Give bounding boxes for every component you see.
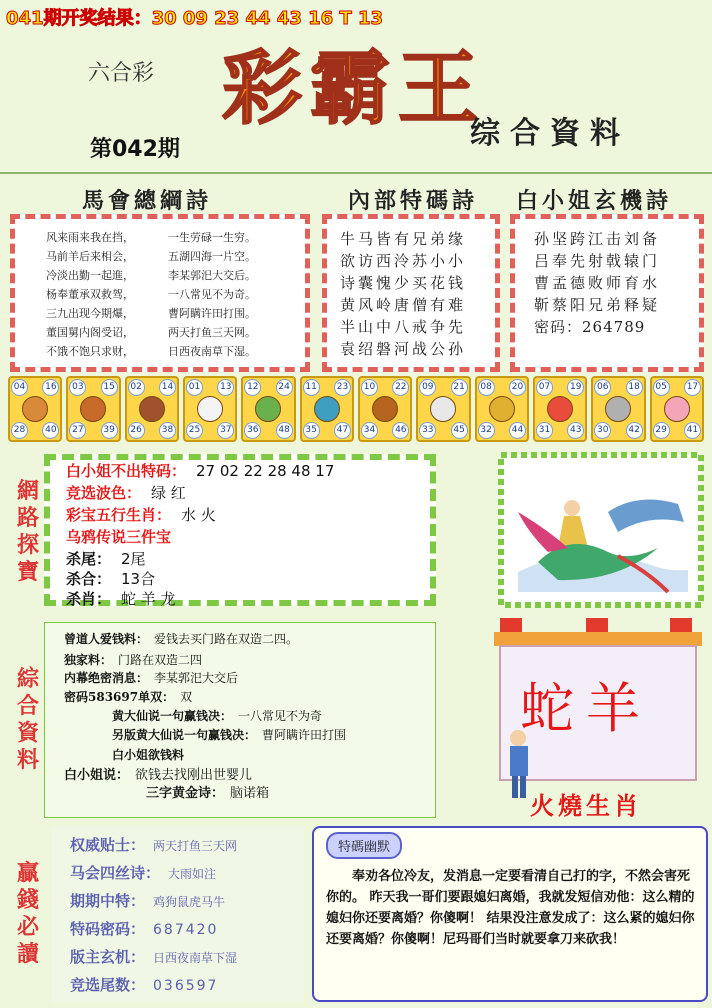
must-win-row-label: 竞选尾数： (70, 976, 146, 994)
network-row (66, 482, 186, 503)
comprehensive-row (146, 782, 269, 801)
network-row-label: 乌鸦传说三件宝 (66, 528, 172, 546)
must-win-side-title (14, 860, 42, 968)
poem-line: 冷淡出勤一起進， (46, 269, 134, 282)
comprehensive-row (112, 726, 346, 743)
zodiac-number: 27 (69, 422, 86, 439)
side-char: 網 (16, 478, 39, 504)
zodiac-animal-icon (314, 396, 340, 422)
network-row (66, 568, 155, 589)
side-char: 合 (16, 693, 39, 719)
last-draw-result: 041期开奖结果：30 09 23 44 43 16 T 13 (6, 8, 384, 29)
zodiac-number: 04 (11, 379, 28, 396)
zodiac-number: 07 (536, 379, 553, 396)
must-win-row (70, 946, 237, 967)
must-win-row (70, 862, 216, 883)
must-win-row-label: 特码密码： (70, 920, 146, 938)
miss-code (534, 316, 660, 338)
network-row (66, 588, 176, 609)
zodiac-number: 45 (451, 422, 468, 439)
zodiac-number: 46 (392, 422, 409, 439)
zodiac-card (650, 376, 704, 442)
zodiac-animal-icon (605, 396, 631, 422)
network-row-value: 水 火 (181, 506, 216, 524)
phoenix-picture (498, 452, 704, 608)
joke-text: 奉劝各位冷友，发消息一定要看清自己打的字，不然会害死你的。 昨天我一哥们要跟媳妇离婚，我就发短信劝他：这么精的媳妇你还要离婚？你傻啊！ 结果没注意发成了：这么紧的媳妇你还要离婚？你傻啊！尼玛哥们当时就要拿刀来砍我！ (326, 869, 695, 947)
miss-poem-heading: 白小姐玄機詩 (516, 188, 673, 214)
zodiac-animal-icon (22, 396, 48, 422)
comprehensive-side-title (14, 666, 42, 774)
zodiac-number: 10 (361, 379, 378, 396)
network-row (66, 504, 216, 525)
zodiac-number: 26 (128, 422, 145, 439)
logo-title: 彩霸王 (222, 41, 486, 135)
poem-line: 三九出现今期爆， (46, 307, 134, 320)
poem-line: 一八常见不为奇。 (168, 288, 256, 301)
poem-line: 日西夜南草下湿。 (168, 345, 256, 358)
poem-line: 孙坚跨江击刘备 (534, 230, 661, 248)
zodiac-number: 30 (594, 422, 611, 439)
comprehensive-row-value: 门路在双造二四 (118, 653, 203, 667)
network-row-value: 2尾 (121, 550, 146, 568)
comprehensive-row-label: 密码583697单双： (64, 690, 175, 704)
zodiac-animal-icon (255, 396, 281, 422)
zodiac-card (241, 376, 295, 442)
zodiac-animal-icon (372, 396, 398, 422)
must-win-row-label: 权威贴士： (70, 836, 146, 854)
zodiac-number: 12 (244, 379, 261, 396)
zodiac-card (416, 376, 470, 442)
inner-code-heading: 內部特碼詩 (348, 188, 479, 214)
zodiac-number: 18 (626, 379, 643, 396)
header-divider (0, 172, 712, 174)
poem-line: 靳蔡阳兄弟释疑 (534, 296, 661, 314)
zodiac-card (533, 376, 587, 442)
zodiac-number: 25 (186, 422, 203, 439)
zodiac-number: 01 (186, 379, 203, 396)
comprehensive-row-value: 李某郭汜大交后 (154, 671, 239, 685)
comprehensive-row (64, 669, 238, 686)
poem-line: 风来雨来我在挡， (46, 231, 134, 244)
zodiac-number: 40 (42, 422, 59, 439)
zodiac-animal-icon (80, 396, 106, 422)
zodiac-number: 24 (276, 379, 293, 396)
comprehensive-row-label: 曾道人爱钱料： (64, 632, 149, 646)
zodiac-number: 11 (303, 379, 320, 396)
miss-code-label: 密码： (534, 318, 583, 336)
side-char: 探 (16, 532, 39, 558)
zodiac-number: 39 (101, 422, 118, 439)
poem-line: 董国舅内阁受诏， (46, 326, 134, 339)
comprehensive-row (64, 764, 252, 783)
comprehensive-row (64, 651, 202, 668)
issue-number: 第042期 (90, 137, 180, 162)
poem-line: 诗囊愧少买花钱 (340, 274, 467, 292)
zodiac-number: 23 (334, 379, 351, 396)
network-row (66, 526, 181, 547)
miss-code-value: 264789 (582, 318, 646, 336)
zodiac-number: 43 (567, 422, 584, 439)
zodiac-number: 34 (361, 422, 378, 439)
zodiac-number: 42 (626, 422, 643, 439)
side-char: 料 (16, 747, 39, 773)
poem-line: 不饿不饱只求财， (46, 345, 134, 358)
poem-line: 曹阿瞒许田打围。 (168, 307, 256, 320)
must-win-row-value: 两天打鱼三天网 (153, 839, 238, 853)
network-side-title (14, 478, 42, 586)
zodiac-number: 14 (159, 379, 176, 396)
poem-line: 五湖四海一片空。 (168, 250, 256, 263)
comprehensive-row-value: 一八常见不为奇 (238, 709, 323, 723)
network-row-label: 杀合： (66, 570, 112, 588)
zodiac-number: 31 (536, 422, 553, 439)
comprehensive-row-label: 白小姐说： (64, 768, 130, 783)
zodiac-number: 13 (217, 379, 234, 396)
network-row (66, 548, 146, 569)
comprehensive-row (64, 688, 192, 705)
zodiac-card (66, 376, 120, 442)
poem-line: 牛马皆有兄弟缘 (340, 230, 467, 248)
zodiac-card (125, 376, 179, 442)
zodiac-number: 44 (509, 422, 526, 439)
poem-line: 半山中八戒争先 (340, 318, 467, 336)
network-row-label: 白小姐不出特码： (66, 462, 187, 480)
zodiac-number: 05 (653, 379, 670, 396)
joke-title: 特碼幽默 (326, 832, 402, 859)
side-char: 寶 (16, 559, 39, 585)
comprehensive-row-label: 独家料： (64, 653, 113, 667)
poem-line: 欲访西泠苏小小 (340, 252, 467, 270)
must-win-row-label: 版主玄机： (70, 948, 146, 966)
comprehensive-row (112, 707, 322, 724)
comprehensive-row-label: 另版黄大仙说一句赢钱决： (112, 728, 257, 742)
zodiac-strip (8, 376, 704, 442)
zodiac-animal-icon (664, 396, 690, 422)
zodiac-card (183, 376, 237, 442)
comprehensive-row-value: 曹阿瞒许田打围 (262, 728, 347, 742)
zodiac-number: 08 (478, 379, 495, 396)
side-char: 贏 (16, 860, 39, 886)
comprehensive-row-label: 三字黄金诗： (146, 786, 225, 801)
zodiac-number: 32 (478, 422, 495, 439)
comprehensive-row-label: 白小姐欲钱料 (112, 748, 185, 762)
side-char: 綜 (16, 666, 39, 692)
zodiac-animal-icon (430, 396, 456, 422)
side-char: 必 (16, 914, 39, 940)
poem-line: 两天打鱼三天网。 (168, 326, 256, 339)
zodiac-number: 20 (509, 379, 526, 396)
inner-code-poem (340, 228, 466, 360)
zodiac-number: 33 (419, 422, 436, 439)
fire-zodiac-text: 蛇羊 (520, 677, 652, 740)
zodiac-number: 02 (128, 379, 145, 396)
side-char: 路 (16, 505, 39, 531)
zodiac-card (591, 376, 645, 442)
poem-line: 一生劳碌一生穷。 (168, 231, 256, 244)
network-row-value: 蛇 羊 龙 (121, 590, 176, 608)
zodiac-card (475, 376, 529, 442)
zodiac-number: 47 (334, 422, 351, 439)
must-win-row-value: 日西夜南草下湿 (153, 951, 238, 965)
network-row (66, 460, 334, 481)
network-row-value: 13合 (121, 570, 156, 588)
zodiac-number: 37 (217, 422, 234, 439)
must-win-row (70, 890, 225, 911)
zodiac-number: 28 (11, 422, 28, 439)
zodiac-number: 21 (451, 379, 468, 396)
comprehensive-row-label: 黄大仙说一句赢钱决： (112, 709, 233, 723)
network-row-label: 彩宝五行生肖： (66, 506, 172, 524)
network-row-label: 杀尾： (66, 550, 112, 568)
zodiac-card (8, 376, 62, 442)
zodiac-animal-icon (197, 396, 223, 422)
poem-line: 曹孟德败师育水 (534, 274, 661, 292)
horse-poem-left (46, 228, 134, 361)
zodiac-number: 15 (101, 379, 118, 396)
brand-name: 六合彩 (88, 61, 155, 86)
zodiac-number: 22 (392, 379, 409, 396)
poem-line: 杨奉董承双救驾， (46, 288, 134, 301)
zodiac-card (358, 376, 412, 442)
poem-line: 吕奉先射戟辕门 (534, 252, 661, 270)
zodiac-number: 38 (159, 422, 176, 439)
zodiac-number: 19 (567, 379, 584, 396)
zodiac-animal-icon (547, 396, 573, 422)
zodiac-card (300, 376, 354, 442)
network-row-value: 27 02 22 28 48 17 (196, 462, 335, 480)
must-win-row-label: 期期中特： (70, 892, 146, 910)
zodiac-animal-icon (489, 396, 515, 422)
must-win-row-label: 马会四丝诗： (70, 864, 161, 882)
zodiac-number: 17 (684, 379, 701, 396)
phoenix-illustration (498, 452, 704, 608)
miss-poem (534, 228, 660, 338)
zodiac-number: 16 (42, 379, 59, 396)
comprehensive-row-value: 双 (180, 690, 193, 704)
logo-subtitle: 综合資料 (470, 116, 630, 151)
zodiac-number: 03 (69, 379, 86, 396)
network-row-value: 绿 红 (151, 484, 186, 502)
horse-poem-heading: 馬會總綱詩 (82, 188, 213, 214)
must-win-row (70, 974, 218, 995)
zodiac-animal-icon (139, 396, 165, 422)
zodiac-number: 29 (653, 422, 670, 439)
network-row-label: 竞选波色： (66, 484, 142, 502)
zodiac-number: 48 (276, 422, 293, 439)
must-win-row-value: 036597 (153, 978, 219, 994)
zodiac-number: 09 (419, 379, 436, 396)
poem-line: 袁绍磐河战公孙 (340, 340, 467, 358)
zodiac-number: 36 (244, 422, 261, 439)
horse-poem-right (168, 228, 256, 361)
comprehensive-row-value: 欲钱去找刚出世婴儿 (135, 768, 253, 783)
side-char: 資 (16, 720, 39, 746)
zodiac-number: 06 (594, 379, 611, 396)
side-char: 錢 (16, 887, 39, 913)
must-win-row-value: 687420 (153, 922, 219, 938)
comprehensive-row-label: 内幕绝密消息： (64, 671, 149, 685)
zodiac-number: 41 (684, 422, 701, 439)
poem-line: 马前羊后来相会， (46, 250, 134, 263)
network-row-label: 杀肖： (66, 590, 112, 608)
must-win-row (70, 918, 218, 939)
comprehensive-row-value: 脑诺箱 (230, 786, 270, 801)
must-win-row-value: 大雨如注 (168, 867, 217, 881)
poem-line: 黄风岭唐僧有难 (340, 296, 467, 314)
must-win-row-value: 鸡狗鼠虎马牛 (153, 895, 226, 909)
zodiac-number: 35 (303, 422, 320, 439)
poem-line: 李某郭汜大交后。 (168, 269, 256, 282)
comprehensive-row-value: 爱钱去买门路在双造二四。 (154, 632, 299, 646)
must-win-row (70, 834, 237, 855)
fire-zodiac-caption: 火燒生肖 (530, 791, 642, 820)
side-char: 讀 (16, 941, 39, 967)
comprehensive-row (112, 746, 190, 763)
comprehensive-row (64, 630, 298, 647)
